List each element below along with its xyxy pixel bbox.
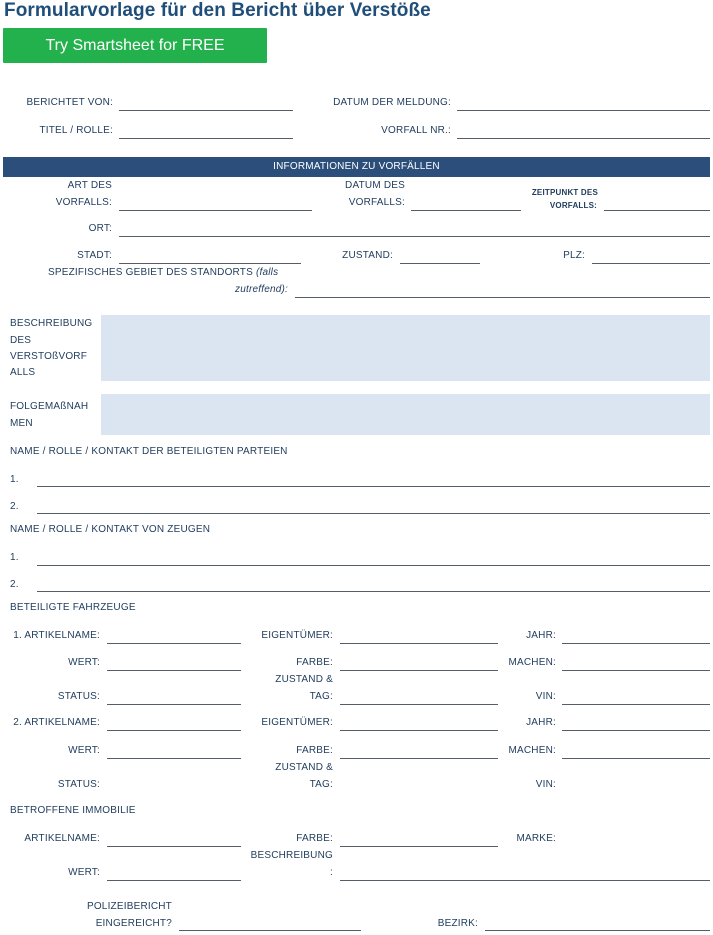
description-label-3: VERSTOßVORF bbox=[10, 351, 88, 362]
vehicle-2-owner-field[interactable] bbox=[340, 730, 498, 731]
vehicle-2-color-field[interactable] bbox=[340, 758, 498, 759]
reported-by-field[interactable] bbox=[119, 110, 293, 111]
try-smartsheet-button[interactable]: Try Smartsheet for FREE bbox=[3, 28, 267, 63]
vehicle-1-item-field[interactable] bbox=[107, 643, 241, 644]
property-value-label: WERT: bbox=[68, 867, 100, 878]
vehicle-1-make-label: MACHEN: bbox=[508, 657, 556, 668]
vehicle-1-status-label: STATUS: bbox=[57, 691, 100, 702]
incident-type-label-1: ART DES bbox=[67, 180, 112, 191]
vehicle-2-item-label: 2. ARTIKELNAME: bbox=[13, 717, 100, 728]
vehicle-2-color-label: FARBE: bbox=[296, 745, 333, 756]
vehicle-1-make-field[interactable] bbox=[562, 670, 710, 671]
incident-time-label-2: VORFALLS: bbox=[549, 201, 597, 210]
property-color-label: FARBE: bbox=[296, 833, 333, 844]
vehicle-2-make-label: MACHEN: bbox=[508, 745, 556, 756]
property-item-field[interactable] bbox=[107, 846, 241, 847]
place-label: ORT: bbox=[88, 223, 112, 234]
city-field[interactable] bbox=[119, 263, 301, 264]
zip-label: PLZ: bbox=[563, 250, 585, 261]
witness-1-field[interactable] bbox=[37, 565, 710, 566]
city-label: STADT: bbox=[77, 250, 112, 261]
incident-no-field[interactable] bbox=[457, 138, 710, 139]
vehicle-2-value-field[interactable] bbox=[107, 758, 241, 759]
vehicle-1-status-field[interactable] bbox=[107, 704, 241, 705]
incident-date-label-1: DATUM DES bbox=[345, 180, 405, 191]
police-report-label-2: EINGEREICHT? bbox=[95, 918, 172, 929]
incident-date-field[interactable] bbox=[411, 210, 521, 211]
vehicle-2-value-label: WERT: bbox=[68, 745, 100, 756]
incident-type-field[interactable] bbox=[119, 210, 312, 211]
specific-area-field[interactable] bbox=[295, 297, 710, 298]
police-report-label-1: POLIZEIBERICHT bbox=[86, 901, 172, 912]
specific-area-label: SPEZIFISCHES GEBIET DES STANDORTS (falls bbox=[48, 267, 279, 278]
vehicle-2-item-field[interactable] bbox=[107, 730, 241, 731]
incident-time-label-1: ZEITPUNKT DES bbox=[531, 188, 598, 197]
vehicle-2-year-label: JAHR: bbox=[526, 717, 556, 728]
witness-2-label: 2. bbox=[10, 579, 19, 590]
property-heading: BETROFFENE IMMOBILIE bbox=[10, 805, 136, 816]
property-desc-label-1: BESCHREIBUNG bbox=[250, 850, 333, 861]
vehicle-1-owner-field[interactable] bbox=[340, 643, 498, 644]
property-brand-label: MARKE: bbox=[516, 833, 556, 844]
vehicle-1-item-label: 1. ARTIKELNAME: bbox=[13, 630, 100, 641]
property-item-label: ARTIKELNAME: bbox=[24, 833, 100, 844]
district-field[interactable] bbox=[485, 930, 710, 931]
vehicle-1-condition-label-2: TAG: bbox=[309, 691, 333, 702]
vehicle-1-color-label: FARBE: bbox=[296, 657, 333, 668]
witness-2-field[interactable] bbox=[37, 591, 710, 592]
vehicle-2-condition-label-2: TAG: bbox=[309, 779, 333, 790]
vehicle-1-value-label: WERT: bbox=[68, 657, 100, 668]
zip-field[interactable] bbox=[592, 263, 710, 264]
vehicle-2-owner-label: EIGENTÜMER: bbox=[261, 717, 333, 728]
description-textarea[interactable] bbox=[101, 315, 710, 381]
description-label-2: DES bbox=[10, 335, 32, 346]
state-field[interactable] bbox=[400, 263, 480, 264]
followup-textarea[interactable] bbox=[101, 394, 710, 435]
followup-label-2: MEN bbox=[10, 418, 33, 429]
vehicle-1-vin-field[interactable] bbox=[562, 704, 710, 705]
vehicles-heading: BETEILIGTE FAHRZEUGE bbox=[10, 602, 136, 613]
property-desc-label-2: : bbox=[330, 867, 333, 878]
state-label: ZUSTAND: bbox=[342, 250, 393, 261]
incident-type-label-2: VORFALLS: bbox=[55, 197, 112, 208]
place-field[interactable] bbox=[119, 236, 710, 237]
witness-1-label: 1. bbox=[10, 552, 19, 563]
property-desc-field[interactable] bbox=[340, 880, 710, 881]
incident-date-label-2: VORFALLS: bbox=[348, 197, 405, 208]
vehicle-1-value-field[interactable] bbox=[107, 670, 241, 671]
vehicle-1-vin-label: VIN: bbox=[535, 691, 556, 702]
district-label: BEZIRK: bbox=[437, 918, 478, 929]
reported-by-label: BERICHTET VON: bbox=[26, 97, 113, 108]
vehicle-1-condition-field[interactable] bbox=[340, 704, 498, 705]
vehicle-1-owner-label: EIGENTÜMER: bbox=[261, 630, 333, 641]
incident-time-field[interactable] bbox=[604, 210, 710, 211]
description-label-4: ALLS bbox=[10, 367, 36, 378]
description-label-1: BESCHREIBUNG bbox=[10, 318, 93, 329]
vehicle-2-vin-label: VIN: bbox=[535, 779, 556, 790]
vehicle-1-color-field[interactable] bbox=[340, 670, 498, 671]
title-role-field[interactable] bbox=[119, 138, 293, 139]
party-2-field[interactable] bbox=[37, 513, 710, 514]
incident-info-header: INFORMATIONEN ZU VORFÄLLEN bbox=[3, 157, 710, 177]
vehicle-2-year-field[interactable] bbox=[562, 730, 710, 731]
party-2-label: 2. bbox=[10, 501, 19, 512]
incident-no-label: VORFALL NR.: bbox=[381, 125, 451, 136]
vehicle-1-year-field[interactable] bbox=[562, 643, 710, 644]
party-1-field[interactable] bbox=[37, 486, 710, 487]
vehicle-1-condition-label-1: ZUSTAND & bbox=[275, 674, 333, 685]
vehicle-1-year-label: JAHR: bbox=[526, 630, 556, 641]
report-date-field[interactable] bbox=[457, 110, 710, 111]
vehicle-2-status-label: STATUS: bbox=[57, 779, 100, 790]
property-value-field[interactable] bbox=[107, 880, 241, 881]
followup-label-1: FOLGEMAßNAH bbox=[10, 401, 89, 412]
police-report-field[interactable] bbox=[179, 930, 361, 931]
property-color-field[interactable] bbox=[340, 846, 498, 847]
witnesses-heading: NAME / ROLLE / KONTAKT VON ZEUGEN bbox=[10, 524, 211, 535]
vehicle-2-condition-label-1: ZUSTAND & bbox=[275, 762, 333, 773]
vehicle-2-make-field[interactable] bbox=[562, 758, 710, 759]
title-role-label: TITEL / ROLLE: bbox=[39, 125, 113, 136]
report-date-label: DATUM DER MELDUNG: bbox=[333, 97, 451, 108]
specific-area-note: zutreffend): bbox=[235, 284, 288, 295]
parties-heading: NAME / ROLLE / KONTAKT DER BETEILIGTEN PARTEIEN bbox=[10, 446, 288, 457]
party-1-label: 1. bbox=[10, 474, 19, 485]
page-title: Formularvorlage für den Bericht über Verstöße bbox=[4, 0, 431, 21]
